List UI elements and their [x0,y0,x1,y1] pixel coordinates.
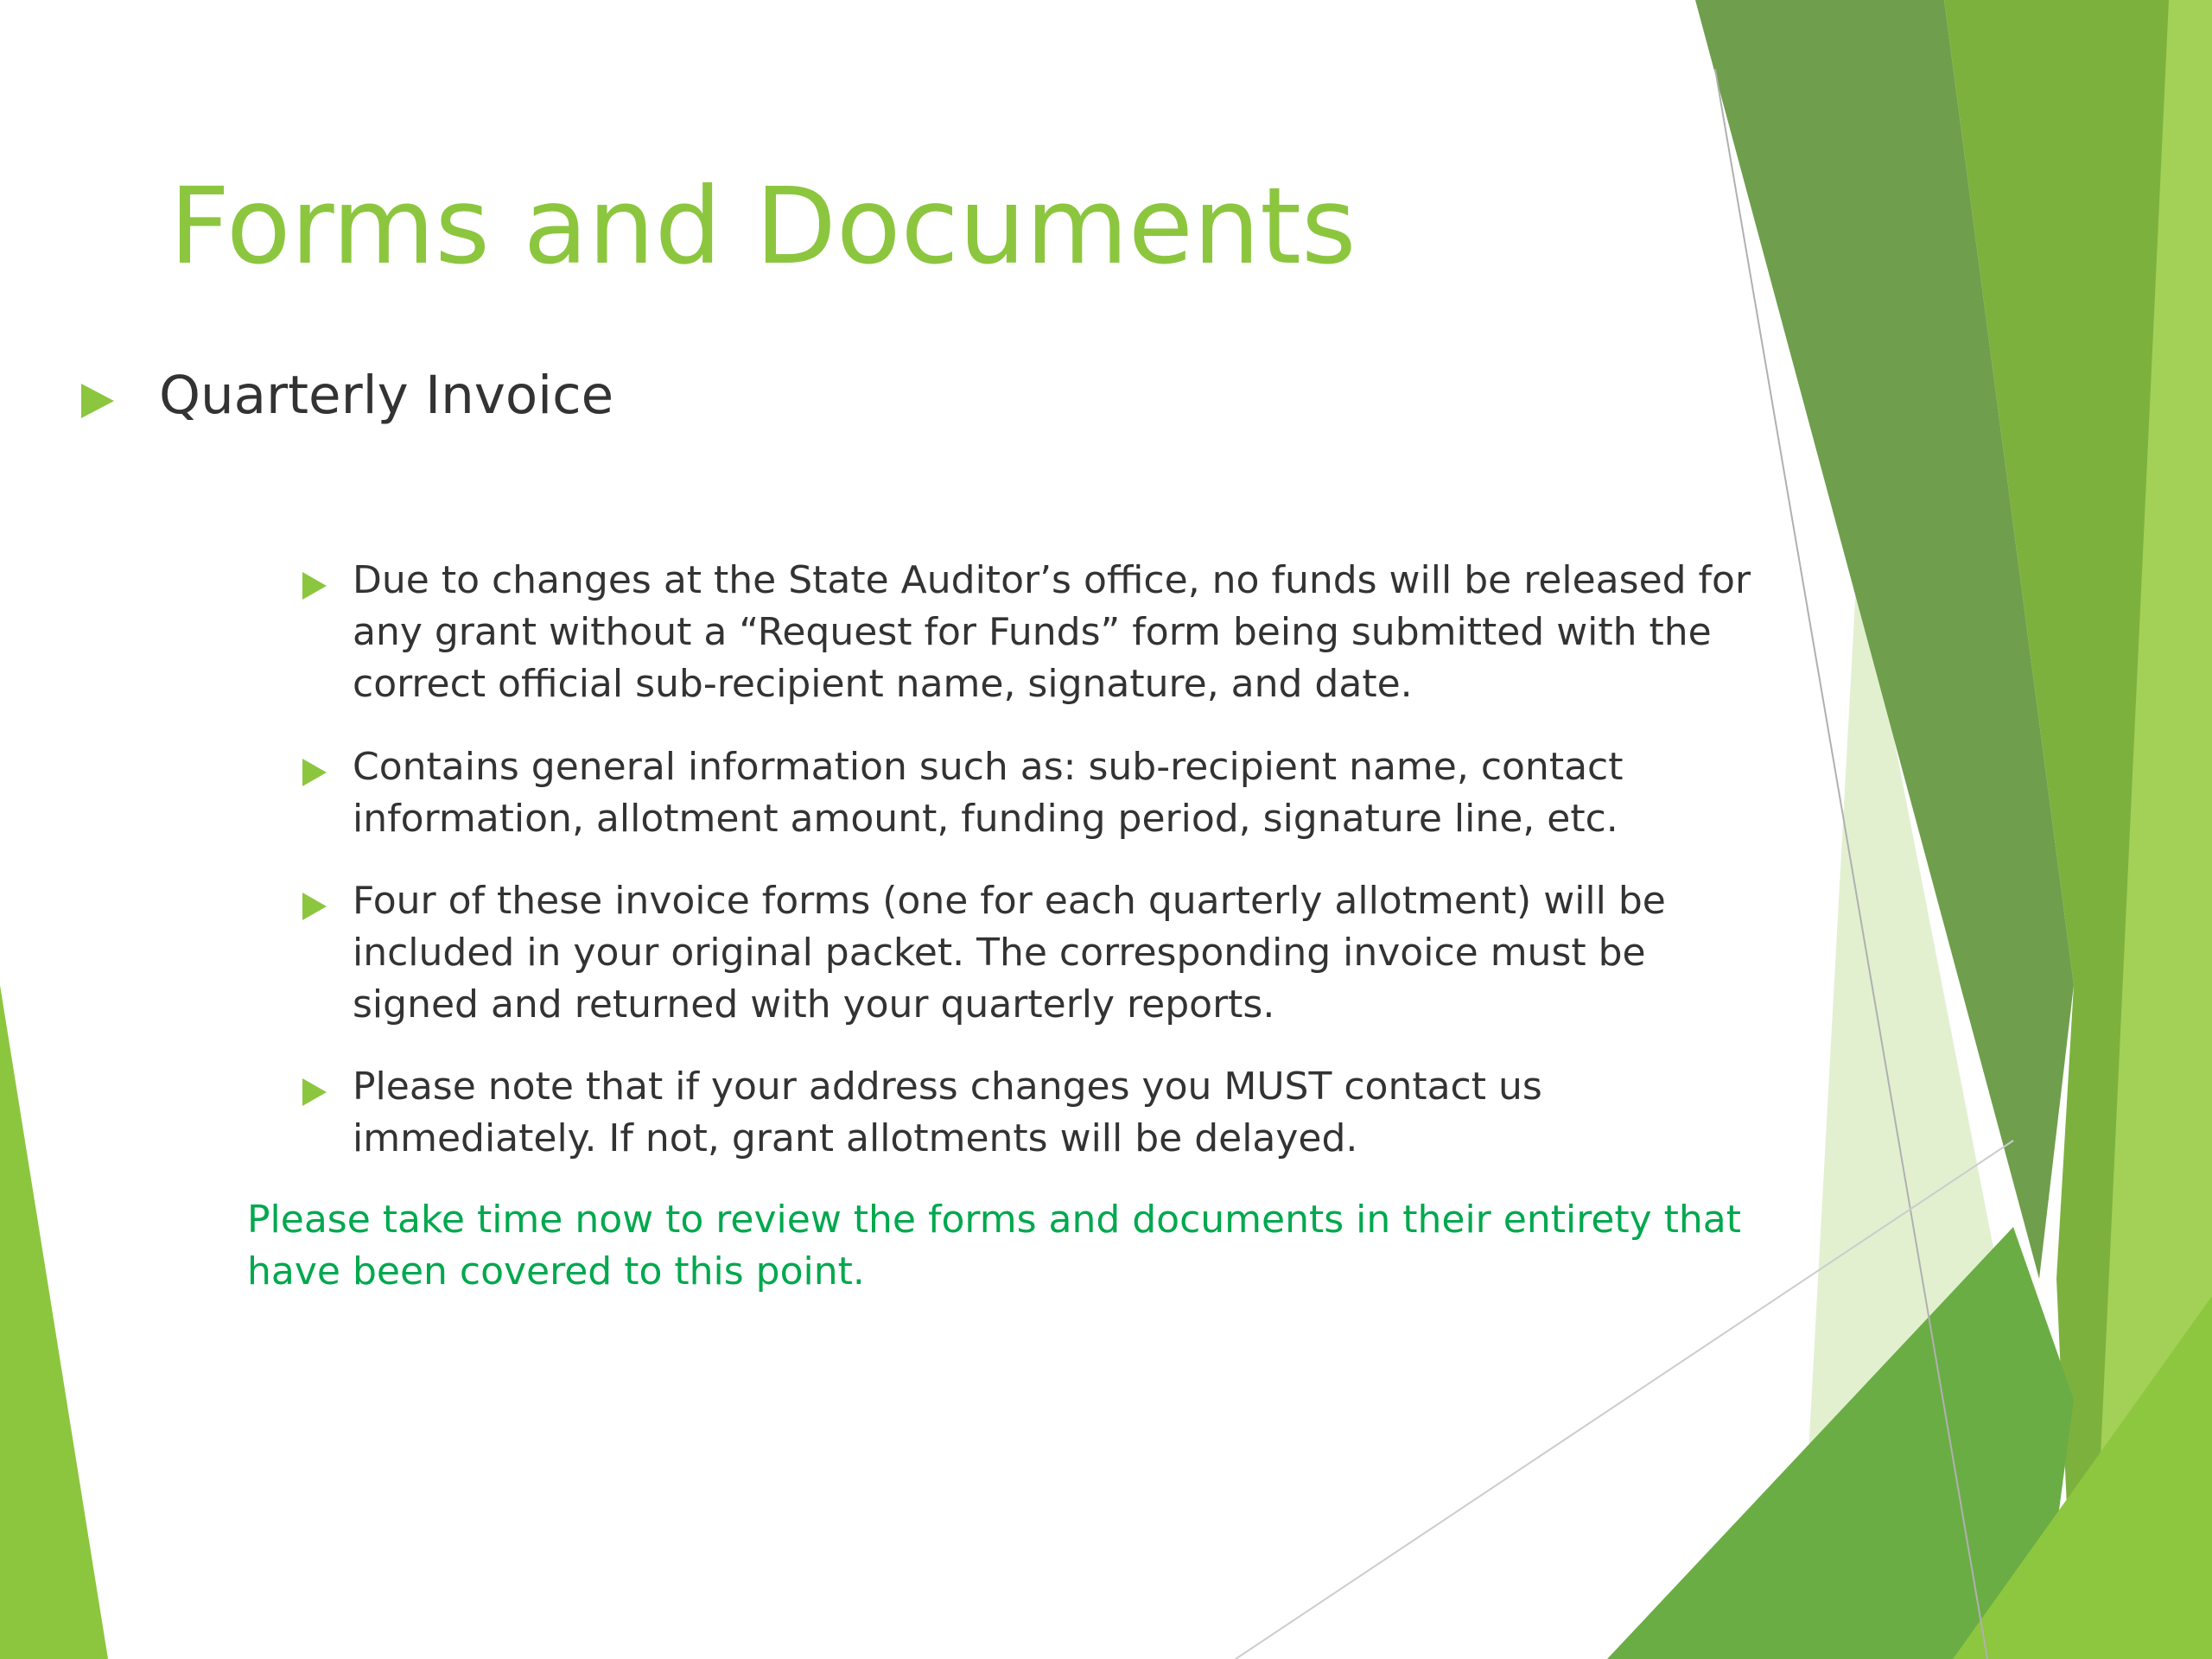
left-accent-shape [0,985,108,1659]
bullet-arrow-icon [302,1078,327,1106]
sub-bullet-text: Four of these invoice forms (one for each quarterly allotment) will be included in your original packet. The corresponding invoice must be signed and returned with your quarterly reports. [353,879,1666,1027]
sub-bullet-text: Contains general information such as: sub-recipient name, contact information, allotment amount, funding period, signature line, etc. [353,745,1624,841]
slide-title: Forms and Documents [169,165,1357,288]
bullet-arrow-icon [302,759,327,786]
sub-bullet-text: Due to changes at the State Auditor’s office, no funds will be released for any grant without a “Request for Funds” form being submitted with the correct official sub-recipient name, signature, and date. [353,558,1751,706]
bullet-arrow-icon [302,893,327,920]
bullet-arrow-icon [81,384,114,418]
bullet-arrow-icon [302,572,327,600]
sub-bullet-text: Please note that if your address changes you MUST contact us immediately. If not, grant allotments will be delayed. [353,1065,1542,1160]
main-bullet-text: Quarterly Invoice [159,365,614,426]
closing-note: Please take time now to review the forms and documents in their entirety that have been covered to this point. [247,1198,1742,1294]
main-bullet [81,361,1118,430]
